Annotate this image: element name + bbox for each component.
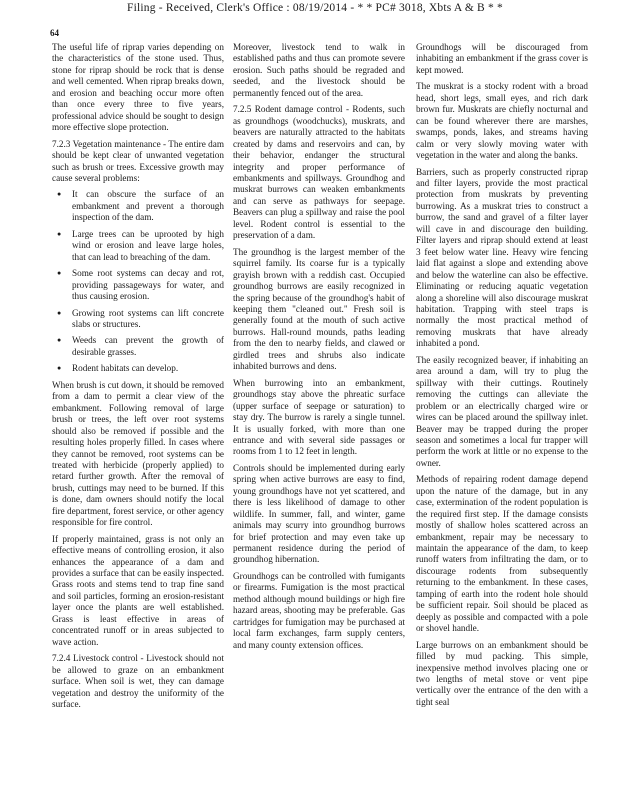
list-item: ● It can obscure the surface of an embankment and prevent a thorough inspection of the dam.	[72, 189, 224, 223]
list-item: ● Growing root systems can lift concrete slabs or structures.	[72, 308, 224, 331]
list-item: ● Some root systems can decay and rot, providing passageways for water, and thus causing erosion.	[72, 268, 224, 302]
groundhog-burrowing-paragraph: When burrowing into an embankment, groundhogs stay above the phreatic surface (upper surface of seepage or saturation) to stay dry. The burrow is rarely a single tunnel. It is usually forked, with more than one entrance and with several side passages or rooms from 1 to 12 feet in length.	[233, 377, 405, 457]
column-3	[416, 42, 588, 713]
livestock-control-paragraph: 7.2.4 Livestock control - Livestock should not be allowed to graze on an embankment surface. When soil is wet, they can damage vegetation and destroy the uniformity of the surface.	[52, 653, 224, 710]
livestock-paths-paragraph: Moreover, livestock tend to walk in established paths and thus can promote severe erosion. Such paths should be regraded and seeded, and the livestock should be permanently fenced out of the area.	[233, 42, 405, 98]
filing-stamp-header: Filing - Received, Clerk's Office : 08/19/2014 - * * PC# 3018, Xbts A & B * *	[127, 2, 503, 14]
groundhog-fumigation-paragraph: Groundhogs can be controlled with fumigants or firearms. Fumigation is the most practical method although mound buildings or high fire hazard areas, shooting may be preferable. Gas cartridges for fumigation may be purchased at local farm exchanges, farm supply centers, and many county extension offices.	[233, 570, 405, 650]
page-number: 64	[50, 28, 59, 38]
brush-removal-paragraph: When brush is cut down, it should be removed from a dam to permit a clear view of the embankment. Following removal of large brush or trees, the left over root systems should also be removed if possible and the resulting holes properly filled. In cases where they cannot be removed, root systems can be treated with herbicide (properly applied) to retard further growth. After the removal of brush, cuttings may need to be burned. If this is done, dam owners should notify the local fire department, forest service, or other agency responsible for fire control.	[52, 379, 224, 528]
groundhog-controls-paragraph: Controls should be implemented during early spring when active burrows are easy to find, young groundhogs have not yet scattered, and there is less likelihood of damage to other wildlife. In summer, fall, and winter, game animals may scurry into groundhog burrows for brief protection and may even take up permanent residence during the period of groundhog hibernation.	[233, 462, 405, 565]
groundhog-description-paragraph: The groundhog is the largest member of the squirrel family. Its coarse fur is a typically grayish brown with a reddish cast. Occupied groundhog burrows are easily recognized in the spring because of the groundhog's habit of keeping them "cleaned out." Fresh soil is generally found at the mouth of such active burrows. Hall-round mounds, paths leading from the den to nearby fields, and clawed or girdled trees and shrubs also indicate inhabited burrows and dens.	[233, 246, 405, 372]
beaver-paragraph: The easily recognized beaver, if inhabiting an area around a dam, will try to plug the spillway with their cuttings. Routinely removing the cuttings can alleviate the problem or an electrically charged wire or wires can be placed around the spillway inlet. Beaver may be trapped during the proper season and sometimes a local fur trapper will perform the work at little or no expense to the owner.	[416, 354, 588, 468]
column-2	[233, 42, 405, 656]
repair-methods-paragraph: Methods of repairing rodent damage depend upon the nature of the damage, but in any case, extermination of the rodent population is the required first step. If the damage consists mostly of shallow holes scattered across an embankment, repair may be necessary to maintain the appearance of the dam, to keep runoff waters from infiltrating the dam, or to discourage rodents from subsequently returning to the embankment. In these cases, tamping of earth into the rodent hole should be sufficient repair. Soil should be placed as deeply as possible and compacted with a pole or shovel handle.	[416, 474, 588, 634]
groundhog-mowing-paragraph: Groundhogs will be discouraged from inhabiting an embankment if the grass cover is kept mowed.	[416, 42, 588, 75]
mud-packing-paragraph: Large burrows on an embankment should be filled by mud packing. This simple, inexpensive method involves placing one or two lengths of metal stove or vent pipe vertically over the entrance of the den with a tight seal	[416, 639, 588, 707]
list-item: ● Weeds can prevent the growth of desirable grasses.	[72, 335, 224, 358]
rodent-damage-control-paragraph: 7.2.5 Rodent damage control - Rodents, such as groundhogs (woodchucks), muskrats, and beavers are naturally attracted to the habitats created by dams and reservoirs and can, by their behavior, endanger the structural integrity and proper performance of embankments and spillways. Groundhog and muskrat burrows can weaken embankments and can serve as pathways for seepage. Beavers can plug a spillway and raise the pool level. Rodent control is essential to the preservation of a dam.	[233, 104, 405, 241]
vegetation-maintenance-paragraph: 7.2.3 Vegetation maintenance - The entire dam should be kept clear of unwanted vegetation such as brush or trees. Excessive growth may cause several problems:	[52, 138, 224, 183]
list-item: ● Rodent habitats can develop.	[72, 363, 224, 374]
muskrat-description-paragraph: The muskrat is a stocky rodent with a broad head, short legs, small eyes, and rich dark brown fur. Muskrats are chiefly nocturnal and can be found wherever there are marshes, swamps, ponds, lakes, and streams having calm or very slowly moving water with vegetation in the water and along the banks.	[416, 81, 588, 161]
muskrat-barriers-paragraph: Barriers, such as properly constructed riprap and filter layers, provide the most practical protection from muskrats by preventing burrowing. As a muskrat tries to construct a burrow, the sand and gravel of a filter layer will cave in and discourage den building. Filter layers and riprap should extend at least 3 feet below water line. Heavy wire fencing laid flat against a slope and extending above and below the waterline can also be effective. Eliminating or reducing aquatic vegetation along a shoreline will also discourage muskrat habitation. Trapping with steel traps is normally the most practical method of removing muskrats that have already inhabited a pond.	[416, 166, 588, 349]
vegetation-problems-list	[52, 189, 224, 374]
list-item: ● Large trees can be uprooted by high wind or erosion and leave large holes, that can lead to breaching of the dam.	[72, 229, 224, 263]
grass-paragraph: If properly maintained, grass is not only an effective means of controlling erosion, it also enhances the appearance of a dam and provides a surface that can be easily inspected. Grass roots and stems tend to trap fine sand and soil particles, forming an erosion-resistant layer once the plants are well established. Grass is least effective in areas of concentrated runoff or in areas subjected to wave action.	[52, 533, 224, 647]
riprap-life-paragraph: The useful life of riprap varies depending on the characteristics of the stone used. Thus, stone for riprap should be rock that is dense and well cemented. When riprap breaks down, and erosion and beaching occur more often than once every three to five years, professional advice should be sought to design more effective slope protection.	[52, 42, 224, 133]
column-1	[52, 42, 224, 715]
